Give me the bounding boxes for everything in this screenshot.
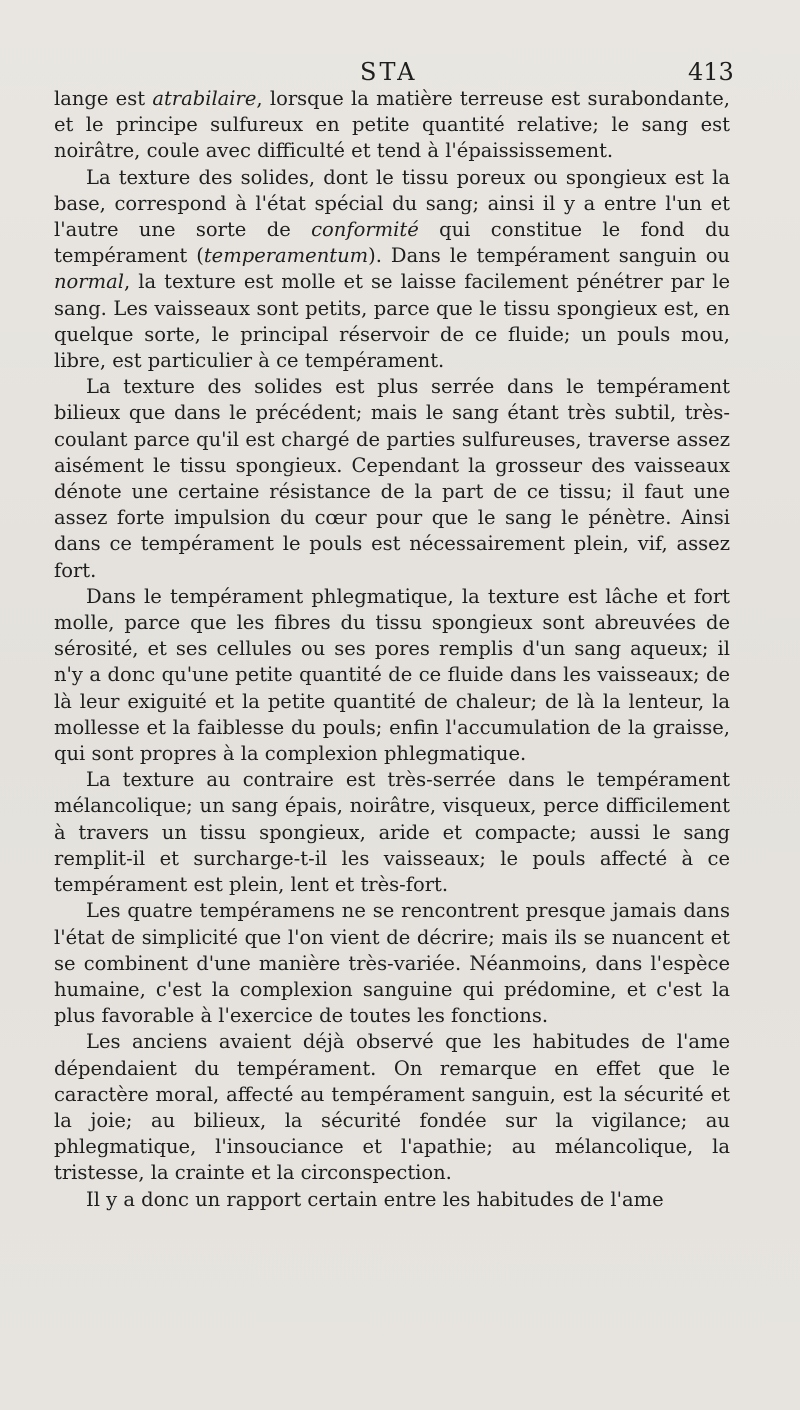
text-run: La texture au contraire est très-serrée dans le tempérament mélancolique; un sang épais, noirâtre, visqueux, perce difficilement à travers un tissu spongieux, aride et compacte; aussi le sang remplit-il et surcharge-t-il les vaisseaux; le pouls affecté à ce tempérament est plein, lent et très-fort. bbox=[54, 768, 730, 897]
page-number: 413 bbox=[688, 58, 734, 86]
paragraph bbox=[54, 374, 730, 584]
italic-term: normal bbox=[54, 270, 124, 294]
paragraph bbox=[54, 165, 730, 375]
body-text bbox=[54, 86, 730, 1213]
text-run: , la texture est molle et se laisse facilement pénétrer par le sang. Les vaisseaux sont petits, parce que le tissu spongieux est, en quelque sorte, le principal réservoir de ce fluide; un pouls mou, libre, est particulier à ce tempérament. bbox=[54, 270, 730, 373]
text-run: , lorsque la matière terreuse est surabondante, et le principe sulfureux en petite quantité relative; le sang est noirâtre, coule avec difficulté et tend à l'épaississement. bbox=[54, 87, 730, 163]
paragraph bbox=[54, 1187, 730, 1213]
text-run: lange est bbox=[54, 87, 153, 110]
text-run: Dans le tempérament phlegmatique, la texture est lâche et fort molle, parce que les fibres du tissu spongieux sont abreuvées de sérosité, et ses cellules ou ses pores remplis d'un sang aqueux; il n'y a donc qu'une petite quantité de ce fluide dans les vaisseaux; de là leur exiguité et la petite quantité de chaleur; de là la lenteur, la mollesse et la faiblesse du pouls; enfin l'accumulation de la graisse, qui sont propres à la complexion phlegmatique. bbox=[54, 584, 730, 766]
text-run: ). Dans le tempérament sanguin ou bbox=[368, 244, 730, 268]
text-run: La texture des solides, dont le tissu poreux ou spongieux est la base, correspond à l'état spécial du sang; ainsi il y a entre l'un et l'autre une sorte de bbox=[54, 165, 730, 242]
text-run: qui constitue le fond du tempérament ( bbox=[54, 218, 730, 268]
italic-term: atrabilaire bbox=[152, 87, 257, 110]
paragraph bbox=[54, 1029, 730, 1186]
running-head: STA bbox=[360, 58, 418, 86]
text-run: Les quatre tempéramens ne se rencontrent presque jamais dans l'état de simplicité que l'on vient de décrire; mais ils se nuancent et se combinent d'une manière très-variée. Néanmoins, dans l'espèce humaine, c'est la complexion sanguine qui prédomine, et c'est la plus favorable à l'exercice de toutes les fonctions. bbox=[54, 899, 730, 1028]
italic-term: temperamentum bbox=[203, 244, 369, 268]
page-header bbox=[0, 54, 800, 88]
text-run: La texture des solides est plus serrée dans le tempérament bilieux que dans le précédent; mais le sang étant très subtil, très-coulant parce qu'il est chargé de parties sulfureuses, traverse assez aisément le tissu spongieux. Cependant la grosseur des vaisseaux dénote une certaine résistance de la part de ce tissu; il faut une assez forte impulsion du cœur pour que le sang le pénètre. Ainsi dans ce tempérament le pouls est nécessairement plein, vif, assez fort. bbox=[54, 375, 730, 582]
paragraph bbox=[54, 584, 730, 767]
text-run: Il y a donc un rapport certain entre les habitudes de l'ame bbox=[86, 1187, 664, 1211]
text-run: Les anciens avaient déjà observé que les habitudes de l'ame dépendaient du tempérament. On remarque en effet que le caractère moral, affecté au tempérament sanguin, est la sécurité et la joie; au bilieux, la sécurité fondée sur la vigilance; au phlegmatique, l'insouciance et l'apathie; au mélancolique, la tristesse, la crainte et la circonspection. bbox=[54, 1030, 730, 1185]
paragraph bbox=[54, 898, 730, 1029]
paragraph bbox=[54, 86, 730, 165]
paragraph bbox=[54, 767, 730, 898]
italic-term: conformité bbox=[311, 218, 419, 242]
